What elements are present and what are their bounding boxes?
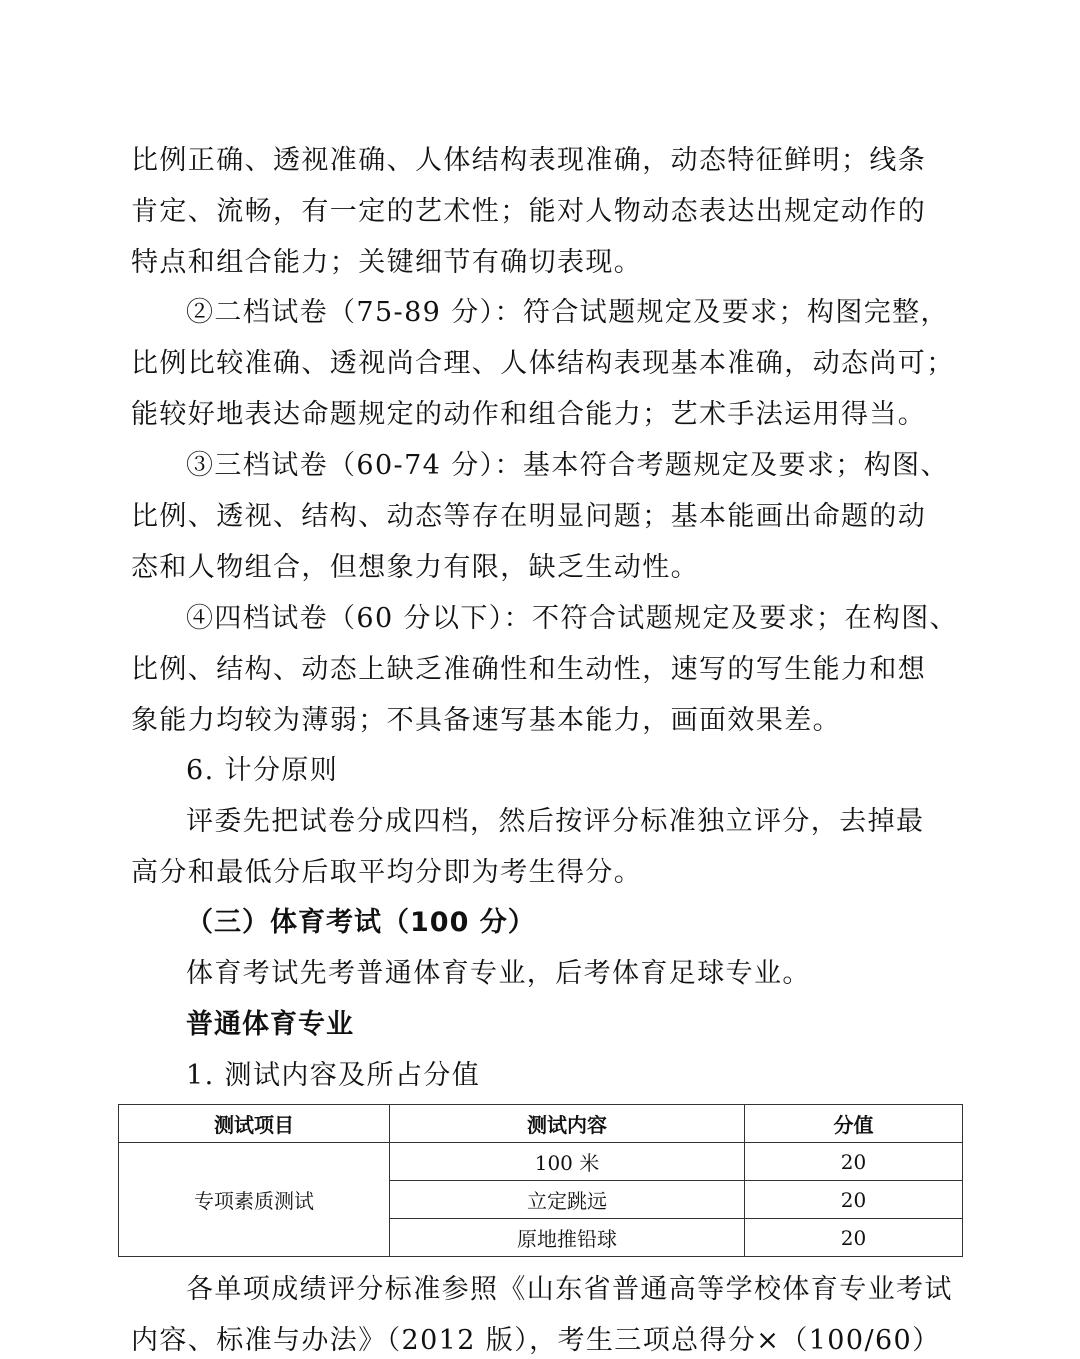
table-header-cell: 测试内容 <box>390 1105 745 1143</box>
paragraph-line: 体育考试先考普通体育专业，后考体育足球专业。 <box>186 958 811 989</box>
table-cell: 原地推铅球 <box>390 1219 745 1257</box>
paragraph-line: 比例比较准确、透视尚合理、人体结构表现基本准确，动态尚可； <box>131 348 955 379</box>
paragraph-line: 内容、标准与办法》（2012 版），考生三项总得分×（100/60） <box>131 1325 941 1356</box>
table-category-cell: 专项素质测试 <box>119 1143 390 1257</box>
section-heading-sports: （三）体育考试（100 分） <box>186 907 536 938</box>
paragraph-line: 特点和组合能力；关键细节有确切表现。 <box>131 247 643 278</box>
grade-four-line: ④四档试卷（60 分以下）：不符合试题规定及要求；在构图、 <box>186 603 959 634</box>
table-header-cell: 测试项目 <box>119 1105 390 1143</box>
section-heading-test-content: 1. 测试内容及所占分值 <box>186 1060 481 1091</box>
table-cell: 100 米 <box>390 1143 745 1181</box>
table-cell: 20 <box>745 1219 963 1257</box>
section-heading-general-sports: 普通体育专业 <box>186 1009 354 1040</box>
table-row <box>119 1143 963 1181</box>
paragraph-line: 象能力均较为薄弱；不具备速写基本能力，画面效果差。 <box>131 705 841 736</box>
table-header-row <box>119 1105 963 1143</box>
paragraph-line: 高分和最低分后取平均分即为考生得分。 <box>131 857 643 888</box>
table-cell: 20 <box>745 1143 963 1181</box>
grade-two-line: ②二档试卷（75-89 分）：符合试题规定及要求；构图完整， <box>186 297 949 328</box>
table-cell: 立定跳远 <box>390 1181 745 1219</box>
paragraph-line: 评委先把试卷分成四档，然后按评分标准独立评分，去掉最 <box>186 806 925 837</box>
grade-three-line: ③三档试卷（60-74 分）：基本符合考题规定及要求；构图、 <box>186 450 949 481</box>
paragraph-line: 比例、透视、结构、动态等存在明显问题；基本能画出命题的动 <box>131 501 927 532</box>
score-table <box>118 1104 963 1257</box>
paragraph-line: 比例正确、透视准确、人体结构表现准确，动态特征鲜明；线条 <box>131 145 927 176</box>
paragraph-line: 态和人物组合，但想象力有限，缺乏生动性。 <box>131 552 699 583</box>
paragraph-line: 比例、结构、动态上缺乏准确性和生动性，速写的写生能力和想 <box>131 654 927 685</box>
table-header-cell: 分值 <box>745 1105 963 1143</box>
section-heading-scoring: 6. 计分原则 <box>186 755 339 786</box>
table-cell: 20 <box>745 1181 963 1219</box>
paragraph-line: 肯定、流畅，有一定的艺术性；能对人物动态表达出规定动作的 <box>131 196 927 227</box>
paragraph-line: 能较好地表达命题规定的动作和组合能力；艺术手法运用得当。 <box>131 399 927 430</box>
paragraph-line: 各单项成绩评分标准参照《山东省普通高等学校体育专业考试 <box>186 1274 953 1305</box>
